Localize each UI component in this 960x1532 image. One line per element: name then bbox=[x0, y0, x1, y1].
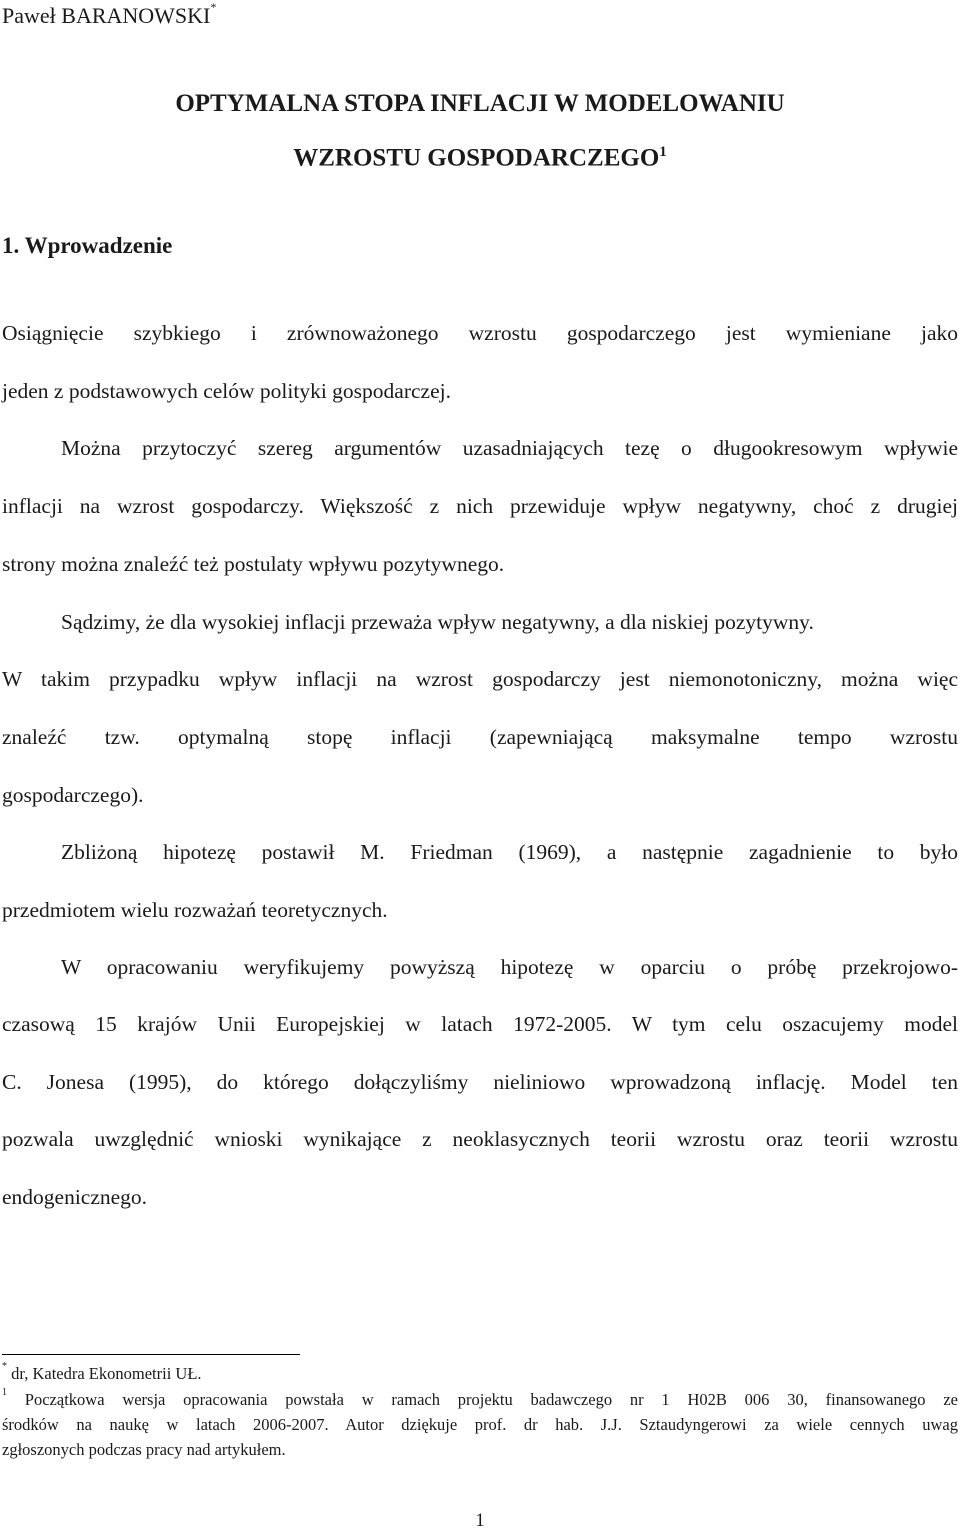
author-footnote-mark: * bbox=[210, 0, 217, 14]
body-line: inflacji na wzrost gospodarczy. Większość z nich przewiduje wpływ negatywny, choć z drugiej bbox=[2, 494, 958, 518]
paper-title-text: WZROSTU GOSPODARCZEGO bbox=[293, 144, 660, 172]
author-line bbox=[2, 0, 217, 29]
body-line: czasową 15 krajów Unii Europejskiej w latach 1972-2005. W tym celu oszacujemy model bbox=[2, 1012, 958, 1036]
body-line: Zbliżoną hipotezę postawił M. Friedman (1969), a następnie zagadnienie to było bbox=[61, 840, 958, 864]
body-line: C. Jonesa (1995), do którego dołączyliśmy nieliniowo wprowadzoną inflację. Model ten bbox=[2, 1070, 958, 1094]
footnote-mark: 1 bbox=[2, 1386, 7, 1398]
footnote-separator bbox=[2, 1354, 300, 1355]
body-line: endogenicznego. bbox=[2, 1185, 148, 1209]
paper-title-line-2 bbox=[0, 144, 960, 172]
body-line: strony można znaleźć też postulaty wpływu pozytywnego. bbox=[2, 552, 505, 576]
footnote-text: Początkowa wersja opracowania powstała w ramach projektu badawczego nr 1 H02B 006 30, finansowanego ze bbox=[24, 1390, 958, 1409]
body-line: W opracowaniu weryfikujemy powyższą hipotezę w oparciu o próbę przekrojowo- bbox=[61, 955, 958, 979]
body-line: jeden z podstawowych celów polityki gospodarczej. bbox=[2, 379, 451, 403]
body-line: przedmiotem wielu rozważań teoretycznych. bbox=[2, 898, 388, 922]
body-line: gospodarczego). bbox=[2, 783, 144, 807]
body-line: Można przytoczyć szereg argumentów uzasadniających tezę o długookresowym wpływie bbox=[61, 436, 958, 460]
footnote-1-line-1 bbox=[2, 1386, 958, 1410]
title-footnote-ref: 1 bbox=[659, 144, 667, 160]
body-line: znaleźć tzw. optymalną stopę inflacji (zapewniającą maksymalne tempo wzrostu bbox=[2, 725, 958, 749]
footnote-1-line-3: zgłoszonych podczas pracy nad artykułem. bbox=[2, 1440, 286, 1459]
footnote-text: dr, Katedra Ekonometrii UŁ. bbox=[11, 1364, 202, 1383]
body-line: Osiągnięcie szybkiego i zrównoważonego wzrostu gospodarczego jest wymieniane jako bbox=[2, 321, 958, 345]
footnote-mark: * bbox=[2, 1360, 7, 1372]
footnote-author bbox=[2, 1360, 202, 1384]
page-number: 1 bbox=[475, 1510, 485, 1531]
body-line: pozwala uwzględnić wnioski wynikające z neoklasycznych teorii wzrostu oraz teorii wzrostu bbox=[2, 1127, 958, 1151]
body-line: W takim przypadku wpływ inflacji na wzrost gospodarczy jest niemonotoniczny, można więc bbox=[2, 667, 958, 691]
body-line: Sądzimy, że dla wysokiej inflacji przeważa wpływ negatywny, a dla niskiej pozytywny. bbox=[61, 610, 814, 634]
footnote-1-line-2: środków na naukę w latach 2006-2007. Autor dziękuje prof. dr hab. J.J. Sztaudyngerowi za wiele cennych uwag bbox=[2, 1415, 958, 1434]
paper-title-line-1: OPTYMALNA STOPA INFLACJI W MODELOWANIU bbox=[175, 90, 785, 117]
author-name: Paweł BARANOWSKI bbox=[2, 3, 211, 28]
section-heading: 1. Wprowadzenie bbox=[2, 233, 173, 258]
